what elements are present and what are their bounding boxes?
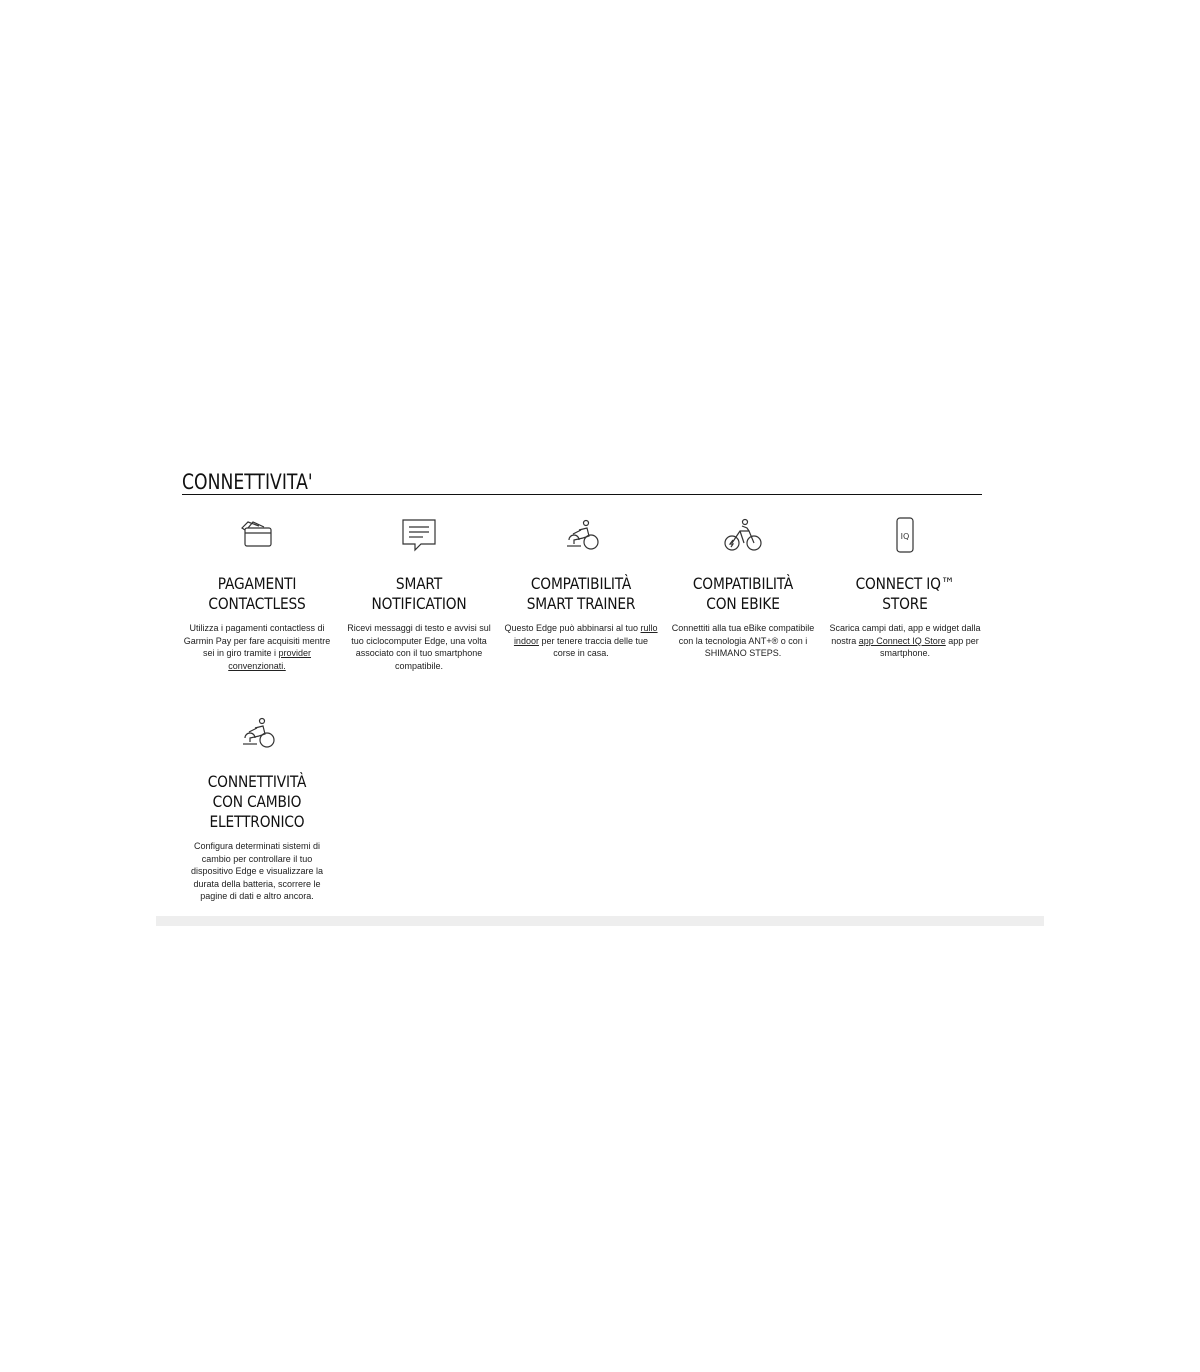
feature-title: SMART NOTIFICATION bbox=[371, 574, 467, 613]
feature-description: Utilizza i pagamenti contactless di Garmin Pay per fare acquisiti mentre sei in giro tramite i provider convenzionati. bbox=[183, 623, 331, 671]
feature-title: CONNETTIVITÀ CON CAMBIO ELETTRONICO bbox=[207, 772, 307, 831]
feature-description: Ricevi messaggi di testo e avvisi sul tuo ciclocomputer Edge, una volta associato con il tuo smartphone compatibile. bbox=[347, 623, 491, 671]
indoor-trainer-cyclist-icon bbox=[237, 714, 277, 754]
feature-description: Connettiti alla tua eBike compatibile con la tecnologia ANT+® o con i SHIMANO STEPS. bbox=[671, 623, 815, 659]
indoor-trainer-link[interactable]: rullo indoor bbox=[513, 623, 658, 646]
feature-smart-trainer bbox=[504, 516, 658, 660]
section-title: CONNETTIVITA' bbox=[182, 470, 313, 494]
feature-connect-iq-store bbox=[828, 516, 982, 660]
ebike-cyclist-icon bbox=[723, 516, 763, 556]
indoor-trainer-cyclist-icon bbox=[561, 516, 601, 556]
feature-ebike bbox=[666, 516, 820, 660]
section-title-divider bbox=[182, 494, 982, 495]
partner-providers-link[interactable]: provider convenzionati. bbox=[228, 648, 312, 671]
feature-description: Questo Edge può abbinarsi al tuo rullo indoor per tenere traccia delle tue corse in casa. bbox=[504, 623, 658, 659]
feature-description: Configura determinati sistemi di cambio per controllare il tuo dispositivo Edge e visualizzare la durata della batteria, scorrere le pagine di dati e altro ancora. bbox=[190, 841, 324, 902]
feature-title: COMPATIBILITÀ CON EBIKE bbox=[692, 574, 794, 613]
feature-smart-notification bbox=[342, 516, 496, 672]
svg-text:IQ: IQ bbox=[900, 532, 910, 541]
connect-iq-store-link[interactable]: app Connect IQ Store bbox=[858, 635, 946, 646]
feature-title: COMPATIBILITÀ SMART TRAINER bbox=[526, 574, 636, 613]
smartphone-iq-icon bbox=[885, 516, 925, 556]
section-footer-bar bbox=[156, 916, 1044, 926]
feature-electronic-shifting bbox=[180, 714, 334, 903]
feature-description: Scarica campi dati, app e widget dalla nostra app Connect IQ Store app per smartphone. bbox=[829, 623, 981, 659]
feature-contactless-payments bbox=[180, 516, 334, 672]
feature-title: CONNECT IQ™ STORE bbox=[855, 574, 955, 613]
connectivity-section bbox=[182, 468, 982, 902]
chat-bubble-icon bbox=[399, 516, 439, 556]
credit-cards-icon bbox=[237, 516, 277, 556]
feature-title: PAGAMENTI CONTACTLESS bbox=[208, 574, 306, 613]
